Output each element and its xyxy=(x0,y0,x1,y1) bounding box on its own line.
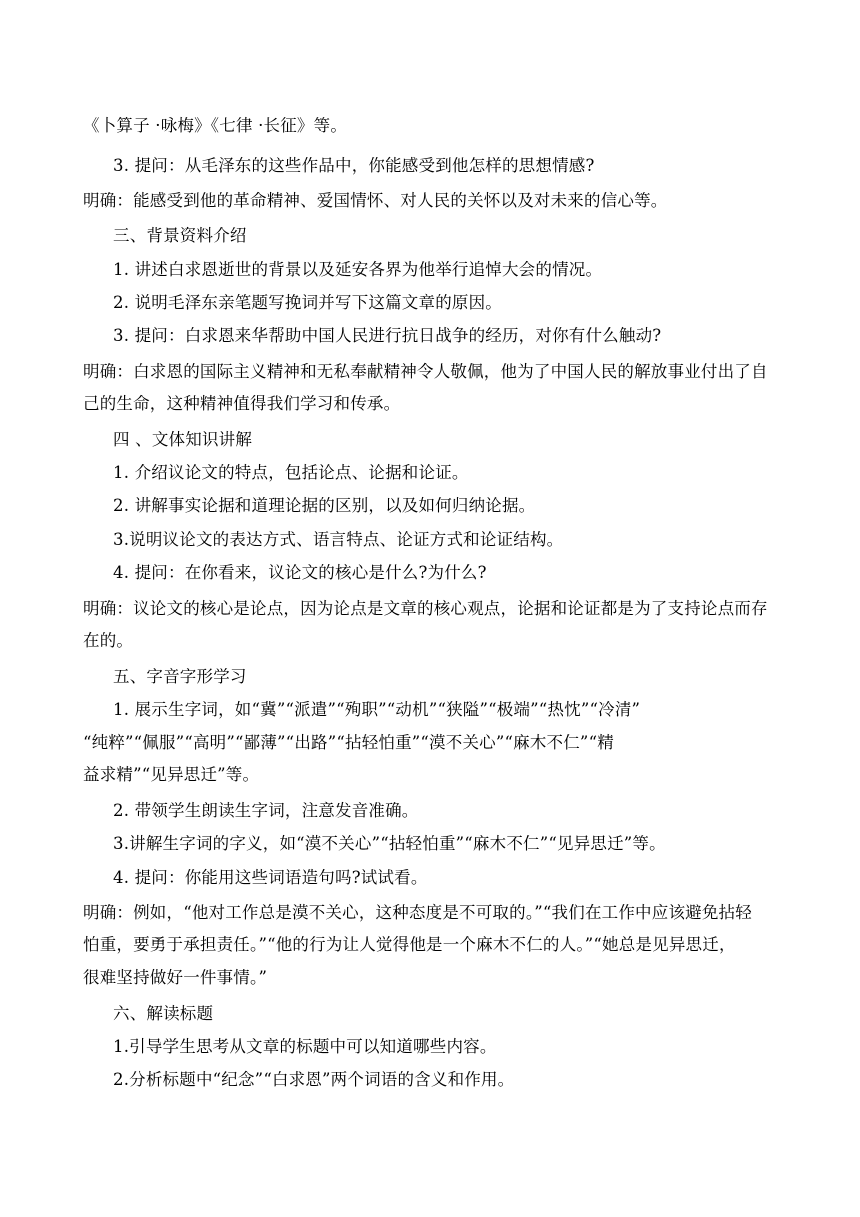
text-line: 明确：能感受到他的革命精神、爱国情怀、对人民的关怀以及对未来的信心等。 xyxy=(83,191,668,210)
text-line: 1. 讲述白求恩逝世的背景以及延安各界为他举行追悼大会的情况。 xyxy=(113,260,603,279)
text-line: 3. 提问：白求恩来华帮助中国人民进行抗日战争的经历，对你有什么触动? xyxy=(113,326,662,345)
text-line: 益求精”“见异思迁”等。 xyxy=(83,765,260,784)
section-heading: 五、字音字形学习 xyxy=(113,667,247,686)
text-line: 2. 带领学生朗读生字词，注意发音准确。 xyxy=(113,801,419,820)
text-line: 怕重，要勇于承担责任。”“他的行为让人觉得他是一个麻木不仁的人。”“她总是见异思迁， xyxy=(83,935,736,954)
text-line: 2. 讲解事实论据和道理论据的区别，以及如何归纳论据。 xyxy=(113,496,536,515)
text-line: 4. 提问：你能用这些词语造句吗?试试看。 xyxy=(113,868,428,887)
text-line: 明确：例如，“他对工作总是漠不关心，这种态度是不可取的。”“我们在工作中应该避免拈轻 xyxy=(83,903,752,922)
text-line: 3.说明议论文的表达方式、语言特点、论证方式和论证结构。 xyxy=(113,530,564,549)
section-heading: 四 、文体知识讲解 xyxy=(113,430,253,449)
text-line: 1. 展示生字词，如“冀”“派遣”“殉职”“动机”“狭隘”“极端”“热忱”“冷清” xyxy=(113,700,641,719)
text-line: “纯粹”“佩服”“高明”“鄙薄”“出路”“拈轻怕重”“漠不关心”“麻木不仁”“精 xyxy=(83,733,614,752)
text-line: 明确：白求恩的国际主义精神和无私奉献精神令人敬佩，他为了中国人民的解放事业付出了自 xyxy=(83,362,768,381)
text-line: 在的。 xyxy=(83,631,134,650)
text-line: 3. 提问：从毛泽东的这些作品中，你能感受到他怎样的思想情感? xyxy=(113,156,595,175)
text-line: 1. 介绍议论文的特点，包括论点、论据和论证。 xyxy=(113,463,469,482)
text-line: 很难坚持做好一件事情。” xyxy=(83,968,268,987)
text-line: 4. 提问：在你看来，议论文的核心是什么?为什么? xyxy=(113,563,487,582)
text-line: 3.讲解生字词的字义，如“漠不关心”“拈轻怕重”“麻木不仁”“见异思迁”等。 xyxy=(113,834,666,853)
text-line: 明确：议论文的核心是论点，因为论点是文章的核心观点，论据和论证都是为了支持论点而存 xyxy=(83,599,768,618)
text-line: 2.分析标题中“纪念”“白求恩”两个词语的含义和作用。 xyxy=(113,1070,515,1089)
text-line: 《卜算子 ·咏梅》《七律 ·长征》等。 xyxy=(83,116,348,135)
text-line: 1.引导学生思考从文章的标题中可以知道哪些内容。 xyxy=(113,1037,497,1056)
section-heading: 三、背景资料介绍 xyxy=(113,226,247,245)
text-line: 2. 说明毛泽东亲笔题写挽词并写下这篇文章的原因。 xyxy=(113,293,502,312)
text-line: 己的生命，这种精神值得我们学习和传承。 xyxy=(83,394,401,413)
section-heading: 六、解读标题 xyxy=(113,1004,214,1023)
